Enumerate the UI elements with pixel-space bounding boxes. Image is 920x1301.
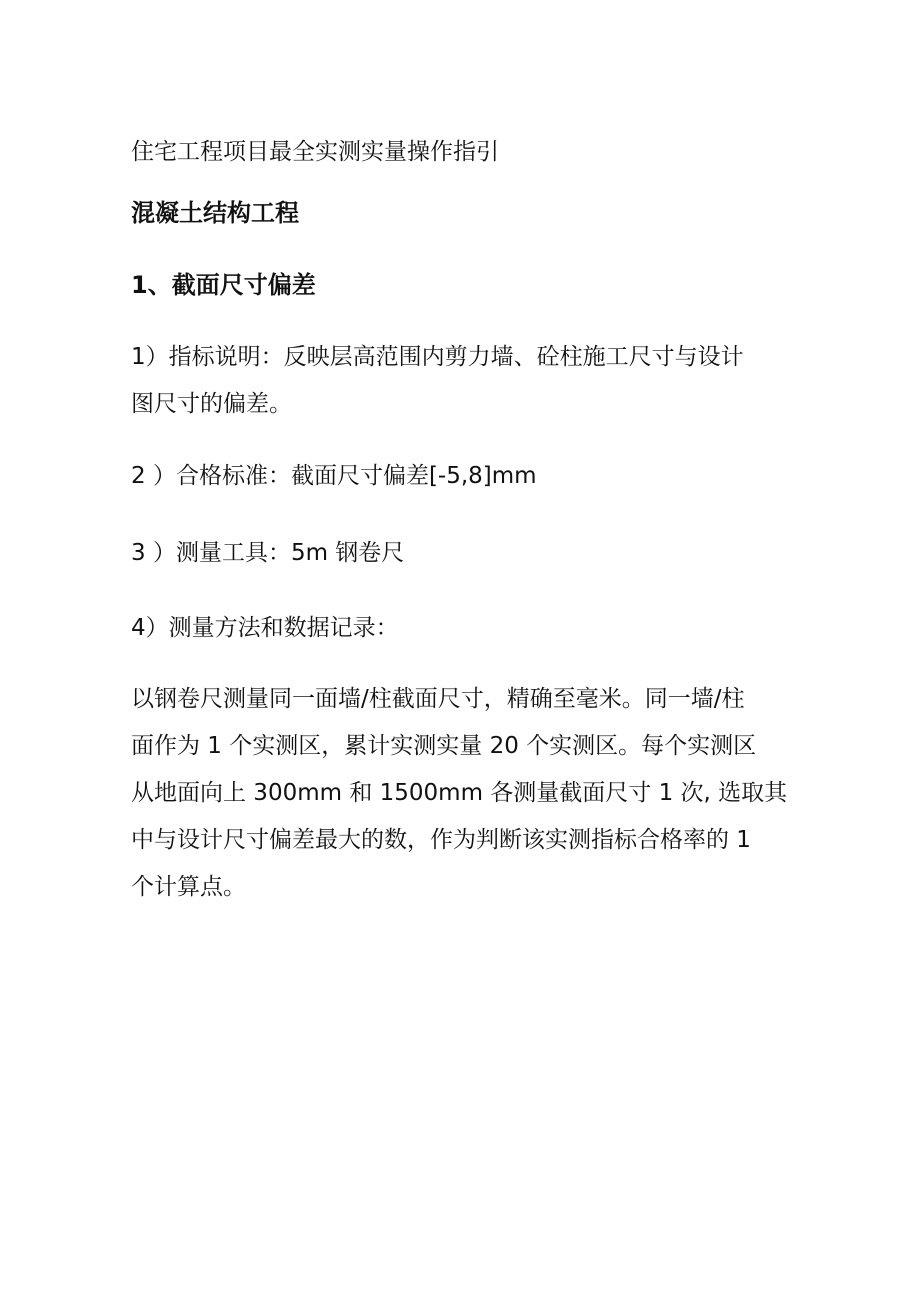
body-line: 以钢卷尺测量同一面墙/柱截面尺寸，精确至毫米。同一墙/柱	[131, 686, 745, 712]
item-4: 4）测量方法和数据记录：	[131, 615, 399, 641]
body-paragraph	[131, 676, 801, 911]
item-1-line-1: 1）指标说明：反映层高范围内剪力墙、砼柱施工尺寸与设计	[131, 344, 744, 370]
body-line: 从地面向上 300mm 和 1500mm 各测量截面尺寸 1 次, 选取其	[131, 780, 788, 806]
body-line: 个计算点。	[131, 874, 246, 900]
item-2: 2 ）合格标准：截面尺寸偏差[-5,8]mm	[131, 463, 537, 489]
document-title: 住宅工程项目最全实测实量操作指引	[131, 139, 499, 165]
item-3: 3 ）测量工具：5m 钢卷尺	[131, 540, 405, 566]
body-line: 面作为 1 个实测区，累计实测实量 20 个实测区。每个实测区	[131, 733, 757, 759]
item-1-line-2: 图尺寸的偏差。	[131, 391, 292, 417]
section-heading: 混凝土结构工程	[131, 199, 299, 227]
body-line: 中与设计尺寸偏差最大的数，作为判断该实测指标合格率的 1	[131, 827, 751, 853]
subsection-heading: 1、截面尺寸偏差	[131, 271, 316, 299]
